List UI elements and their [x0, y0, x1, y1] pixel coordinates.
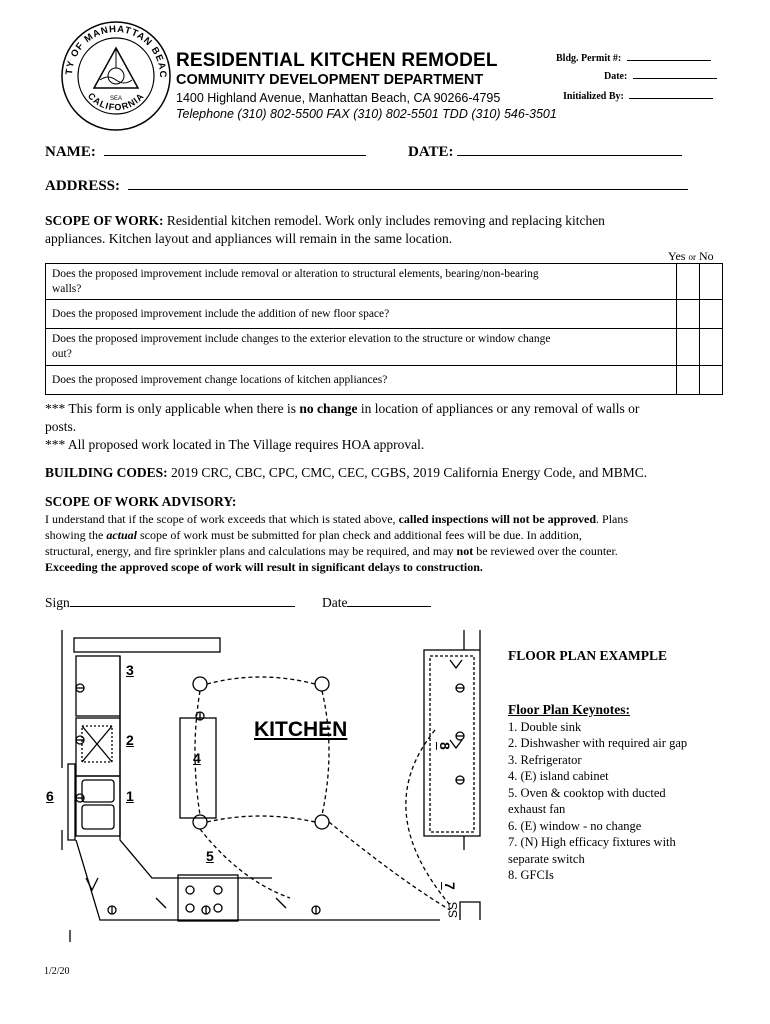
permit-number-row — [556, 53, 711, 64]
keynote-marker-3: 3 — [126, 662, 134, 678]
date-label: DATE: — [408, 144, 454, 160]
keynote-marker-8: 8 — [437, 742, 453, 750]
keynote-item: 3. Refrigerator — [508, 752, 582, 767]
codes-text: 2019 CRC, CBC, CPC, CMC, CEC, CGBS, 2019 California Energy Code, and MBMC. — [171, 465, 648, 480]
keynote-item: 4. (E) island cabinet — [508, 769, 609, 783]
keynote-marker-6: 6 — [46, 788, 54, 804]
address-field[interactable] — [128, 189, 688, 190]
department-address: 1400 Highland Avenue, Manhattan Beach, CA 90266-4795 — [176, 91, 501, 105]
kitchen-room-label: KITCHEN — [254, 718, 348, 741]
yes-label: Yes — [668, 249, 686, 263]
permit-number-field[interactable] — [627, 60, 711, 61]
floor-plan-title: FLOOR PLAN EXAMPLE — [508, 648, 668, 663]
seal-center-text: SEA — [109, 96, 123, 102]
seal-icon — [60, 20, 172, 132]
question-row — [46, 329, 723, 366]
no-label: No — [698, 249, 714, 263]
keynote-marker-2: 2 — [126, 732, 134, 748]
name-label: NAME: — [45, 144, 96, 160]
or-label: or — [688, 252, 696, 262]
keynote-marker-7: 7 — [442, 882, 458, 890]
keynote-item: 7. (N) High efficacy fixtures with — [508, 835, 676, 849]
svg-text:CITY OF MANHATTAN BEACH — [60, 20, 168, 79]
footer-date: 1/2/20 — [44, 966, 70, 977]
note-1-line2: posts. — [45, 419, 77, 434]
keynote-item: 2. Dishwasher with required air gap — [508, 736, 688, 750]
department-phone: Telephone (310) 802-5500 FAX (310) 802-5501 TDD (310) 546-3501 — [176, 107, 557, 121]
sign-date-row — [322, 594, 431, 612]
building-codes — [45, 464, 765, 482]
notes — [45, 400, 745, 454]
permit-date-field[interactable] — [633, 78, 717, 79]
keynote-marker-1: 1 — [126, 788, 134, 804]
question-4-no-box[interactable] — [700, 366, 723, 395]
sign-label: Sign — [45, 595, 70, 610]
initialized-by-field[interactable] — [629, 98, 713, 99]
sign-row — [45, 594, 295, 612]
sign-date-field[interactable] — [347, 606, 431, 607]
keynote-item: 8. GFCIs — [508, 868, 554, 882]
permit-date-label: Date: — [604, 71, 628, 82]
question-text: Does the proposed improvement include the addition of new floor space? — [46, 300, 677, 329]
date-field[interactable] — [457, 155, 682, 156]
city-seal — [60, 20, 172, 132]
date-row — [408, 144, 682, 161]
question-text: Does the proposed improvement include changes to the exterior elevation to the structure or window change out? — [46, 329, 677, 366]
question-text: Does the proposed improvement change locations of kitchen appliances? — [46, 366, 677, 395]
question-3-no-box[interactable] — [700, 329, 723, 366]
keynotes-list — [508, 702, 748, 884]
question-2-yes-box[interactable] — [677, 300, 700, 329]
sign-date-label: Date — [322, 595, 348, 610]
initialized-by-label: Initialized By: — [563, 91, 624, 102]
signature-field[interactable] — [70, 606, 295, 607]
note-1: *** This form is only applicable when there is no change in location of appliances or any removal of walls or — [45, 401, 640, 416]
scope-text-line2: appliances. Kitchen layout and appliances will remain in the same location. — [45, 231, 453, 246]
question-2-no-box[interactable] — [700, 300, 723, 329]
question-3-yes-box[interactable] — [677, 329, 700, 366]
question-4-yes-box[interactable] — [677, 366, 700, 395]
advisory-line-3: structural, energy, and fire sprinkler plans and calculations may be required, and may not be reviewed over the counter. — [45, 544, 618, 558]
question-1-yes-box[interactable] — [677, 264, 700, 300]
address-row — [45, 178, 688, 195]
scope-of-work — [45, 212, 745, 248]
keynote-marker-5: 5 — [206, 848, 214, 864]
keynote-item: 1. Double sink — [508, 719, 582, 734]
advisory-line-2: showing the actual scope of work must be submitted for plan check and additional fees will be due. In addition, — [45, 528, 582, 542]
question-row — [46, 264, 723, 300]
form-title: RESIDENTIAL KITCHEN REMODEL — [176, 50, 498, 71]
question-1-no-box[interactable] — [700, 264, 723, 300]
yes-no-header — [668, 249, 714, 264]
keynote-marker-4: 4 — [193, 750, 201, 766]
question-text: Does the proposed improvement include removal or alteration to structural elements, bearing/non-bearing walls? — [46, 264, 677, 300]
seal-top-text: TY OF MANHATTAN BEAC — [63, 23, 169, 79]
name-row — [45, 144, 366, 161]
scope-text-line1: Residential kitchen remodel. Work only includes removing and replacing kitchen — [166, 213, 605, 228]
switch-label: SS — [446, 902, 460, 919]
address-label: ADDRESS: — [45, 178, 121, 194]
permit-date-row — [604, 71, 717, 82]
keynote-item: exhaust fan — [508, 802, 566, 816]
scope-label: SCOPE OF WORK: — [45, 213, 164, 228]
department-name: COMMUNITY DEVELOPMENT DEPARTMENT — [176, 72, 484, 88]
advisory-line-1: I understand that if the scope of work exceeds that which is stated above, called inspections will not be approved. Plans — [45, 512, 629, 526]
floor-plan-svg — [40, 620, 510, 950]
question-row — [46, 366, 723, 395]
keynote-item: 6. (E) window - no change — [508, 818, 642, 833]
floor-plan-drawing — [40, 620, 510, 950]
initialized-by-row — [563, 91, 713, 102]
advisory — [45, 493, 765, 575]
advisory-line-4: Exceeding the approved scope of work will result in significant delays to construction. — [45, 560, 483, 574]
note-2: *** All proposed work located in The Village requires HOA approval. — [45, 437, 425, 452]
permit-number-label: Bldg. Permit #: — [556, 53, 622, 64]
questions-table — [45, 263, 723, 395]
keynote-item: separate switch — [508, 851, 585, 866]
keynote-item: 5. Oven & cooktop with ducted — [508, 785, 666, 800]
codes-label: BUILDING CODES: — [45, 465, 168, 480]
question-row — [46, 300, 723, 329]
seal-bottom-text: CALIFORNIA — [85, 90, 147, 113]
keynotes-title: Floor Plan Keynotes: — [508, 702, 630, 717]
name-field[interactable] — [104, 155, 366, 156]
advisory-label: SCOPE OF WORK ADVISORY: — [45, 494, 237, 509]
